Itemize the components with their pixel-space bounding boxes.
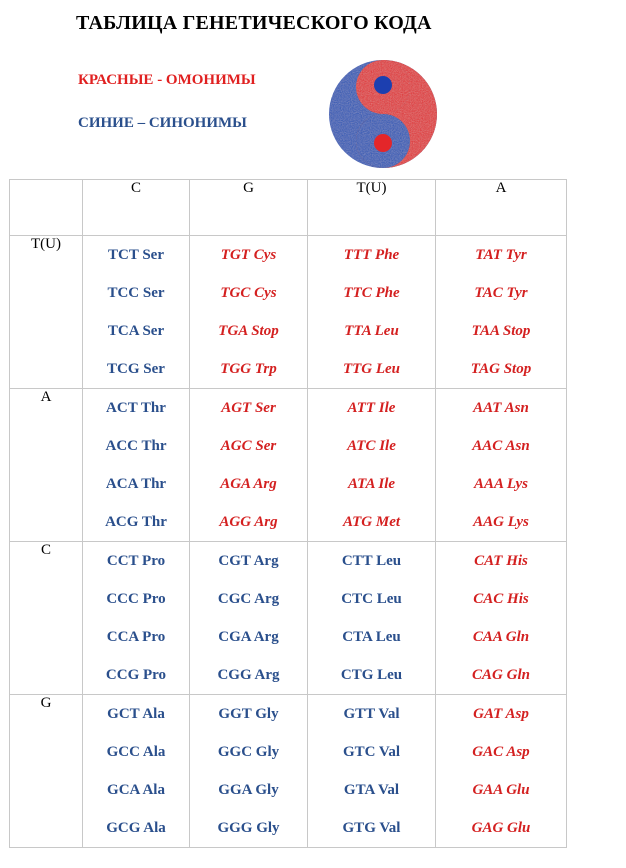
codon-entry: CGC Arg [217,591,280,607]
codon-entry: CCC Pro [106,591,166,607]
codon-entry: AGC Ser [220,438,277,454]
codon-entry: AAT Asn [473,400,529,416]
codon-entry: CGT Arg [218,553,279,569]
table-row [10,542,567,695]
codon-cell-c [83,695,190,848]
codon-entry: ACC Thr [105,438,167,454]
table-row [10,389,567,542]
header-col-tu: T(U) [308,180,436,236]
codon-entry: TCT Ser [108,247,164,263]
codon-cell-c [83,389,190,542]
codon-entry: CGG Arg [217,667,280,683]
codon-entry: TCG Ser [107,361,165,377]
codon-cell-tu [308,695,436,848]
codon-entry: GAC Asp [472,744,530,760]
codon-entry: AAC Asn [472,438,530,454]
codon-cell-g [190,389,308,542]
legend-blue-synonyms: СИНИЕ – СИНОНИМЫ [78,115,247,131]
codon-entry: GGC Gly [217,744,280,760]
codon-entry: CTA Leu [342,629,401,645]
header-col-a: A [436,180,567,236]
codon-entry: GCT Ala [107,706,165,722]
codon-entry: GGT Gly [218,706,279,722]
header-col-g: G [190,180,308,236]
row-label: C [10,542,83,695]
codon-entry: GCA Ala [107,782,165,798]
codon-entry: TGC Cys [220,285,277,301]
codon-cell-a [436,236,567,389]
codon-entry: AGA Arg [220,476,277,492]
codon-entry: GCC Ala [106,744,166,760]
codon-entry: CAG Gln [472,667,530,683]
codon-entry: GAG Glu [471,820,531,836]
table-row [10,236,567,389]
codon-entry: TAA Stop [471,323,531,339]
header-row [10,180,567,236]
codon-entry: CTT Leu [341,553,402,569]
codon-entry: CAC His [473,591,529,607]
codon-entry: ACA Thr [105,476,167,492]
codon-entry: AAG Lys [473,514,529,530]
codon-cell-a [436,695,567,848]
codon-entry: CCA Pro [106,629,166,645]
codon-entry: GGG Gly [217,820,280,836]
codon-entry: TGG Trp [220,361,277,377]
codon-entry: TCC Ser [107,285,165,301]
codon-cell-tu [308,542,436,695]
codon-entry: ACG Thr [105,514,167,530]
codon-entry: TCA Ser [107,323,165,339]
codon-entry: CGA Arg [218,629,279,645]
codon-cell-tu [308,236,436,389]
codon-entry: GTT Val [343,706,400,722]
codon-entry: GGA Gly [218,782,279,798]
codon-cell-c [83,236,190,389]
codon-entry: TTG Leu [342,361,401,377]
codon-entry: AAA Lys [473,476,529,492]
codon-entry: CAA Gln [472,629,530,645]
header-col-c: C [83,180,190,236]
row-label: T(U) [10,236,83,389]
codon-entry: TTC Phe [343,285,400,301]
codon-entry: CCG Pro [105,667,167,683]
row-label: G [10,695,83,848]
codon-cell-tu [308,389,436,542]
codon-entry: GAA Glu [472,782,530,798]
codon-entry: CTC Leu [341,591,402,607]
codon-entry: CAT His [474,553,528,569]
codon-cell-g [190,542,308,695]
codon-entry: ATG Met [342,514,401,530]
codon-entry: GCG Ala [106,820,166,836]
codon-cell-a [436,389,567,542]
codon-entry: ACT Thr [106,400,166,416]
row-label: A [10,389,83,542]
codon-cell-g [190,236,308,389]
codon-entry: TAT Tyr [475,247,527,263]
table-row [10,695,567,848]
codon-entry: AGG Arg [219,514,278,530]
yin-yang-icon [327,58,439,170]
codon-entry: TGA Stop [218,323,279,339]
codon-entry: GTG Val [342,820,401,836]
genetic-code-table [9,179,567,848]
codon-cell-g [190,695,308,848]
codon-entry: TGT Cys [220,247,277,263]
codon-entry: GTC Val [342,744,401,760]
codon-entry: ATT Ile [347,400,396,416]
page-title: ТАБЛИЦА ГЕНЕТИЧЕСКОГО КОДА [76,12,432,34]
codon-entry: CCT Pro [106,553,166,569]
codon-entry: ATC Ile [347,438,396,454]
codon-entry: TAC Tyr [474,285,528,301]
legend-red-homonyms: КРАСНЫЕ - ОМОНИМЫ [78,72,256,88]
codon-cell-a [436,542,567,695]
codon-entry: TAG Stop [470,361,532,377]
codon-entry: GAT Asp [473,706,529,722]
codon-entry: TTA Leu [344,323,399,339]
header-corner [10,180,83,236]
codon-entry: GTA Val [343,782,400,798]
codon-entry: ATA Ile [347,476,396,492]
codon-entry: TTT Phe [343,247,400,263]
codon-entry: AGT Ser [221,400,276,416]
codon-cell-c [83,542,190,695]
codon-entry: CTG Leu [340,667,403,683]
